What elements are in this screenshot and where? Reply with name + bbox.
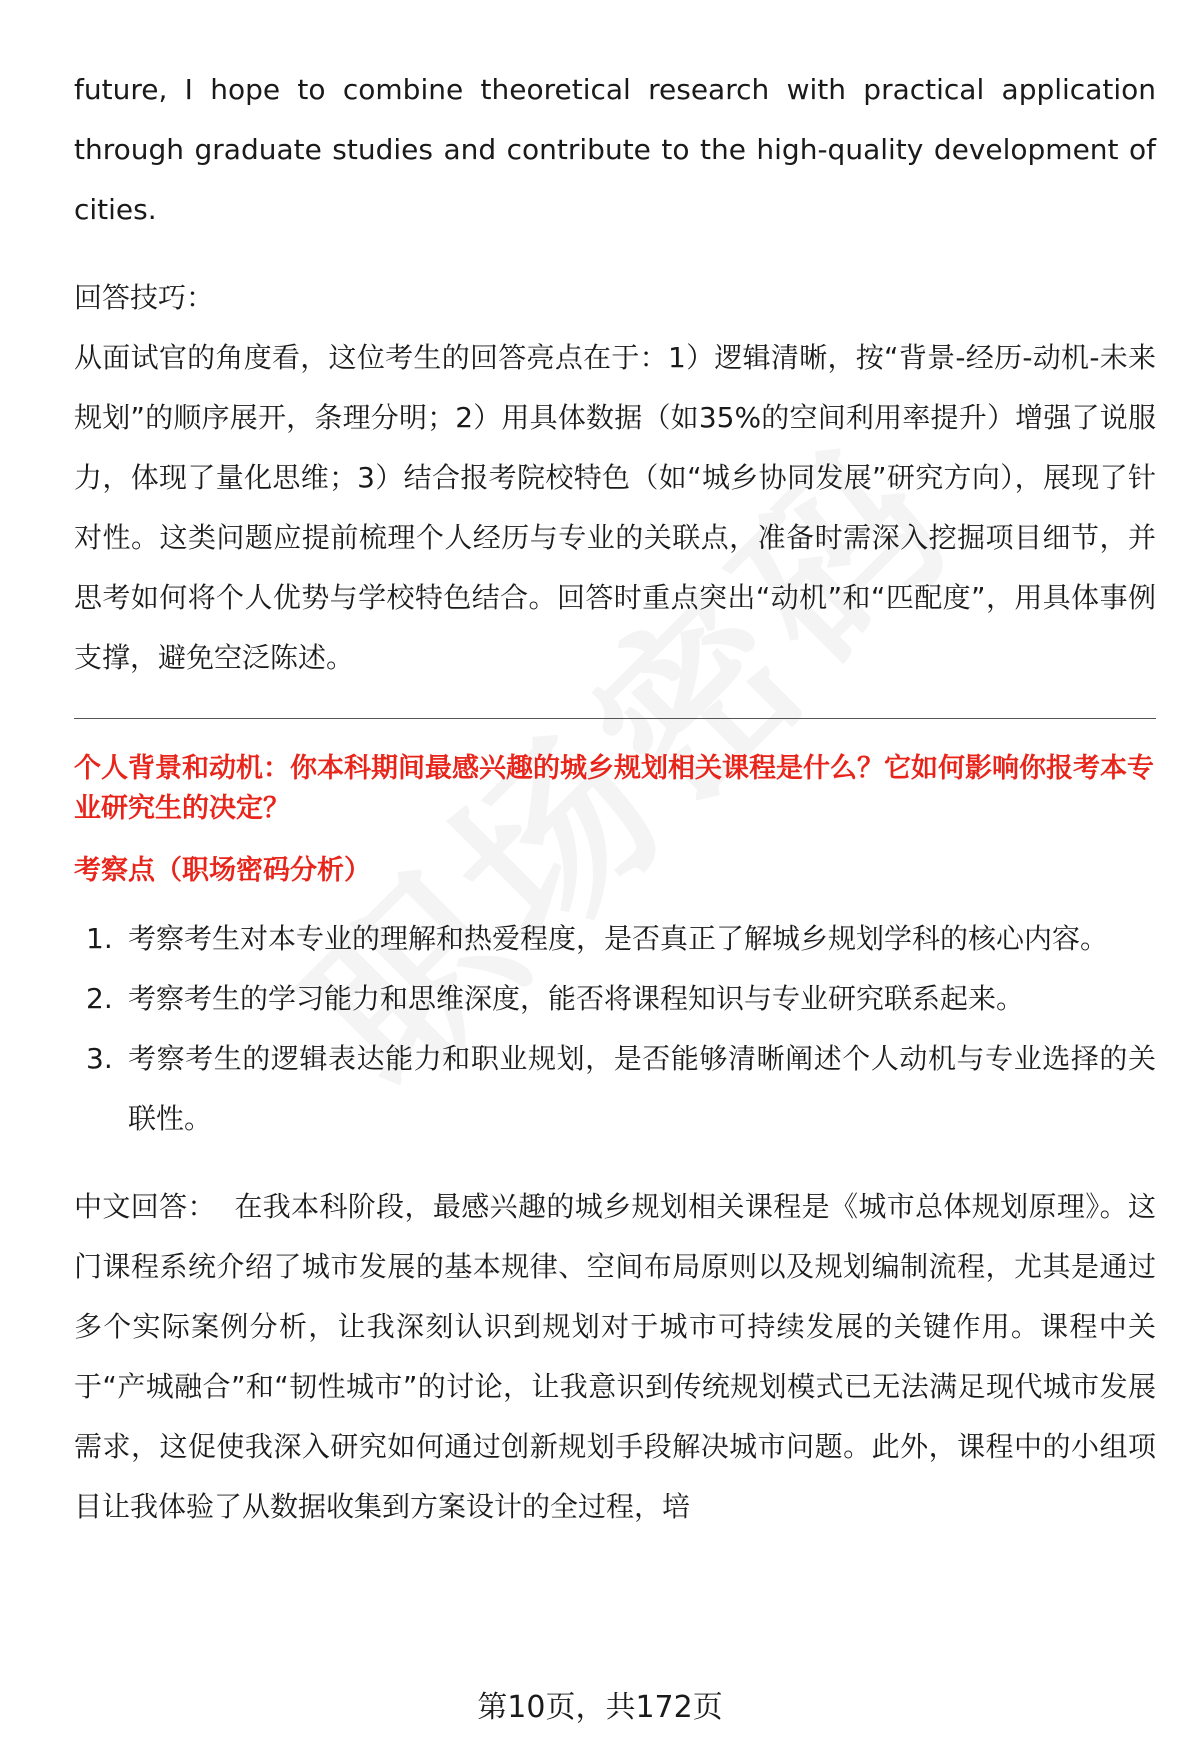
list-item-text: 考察考生的学习能力和思维深度，能否将课程知识与专业研究联系起来。 <box>128 982 1025 1015</box>
question-title: 个人背景和动机：你本科期间最感兴趣的城乡规划相关课程是什么？它如何影响你报考本专业研究生的决定？ <box>74 753 1154 824</box>
page-footer: 第10页，共172页 <box>477 1690 723 1725</box>
list-item-number: 2. <box>86 982 113 1015</box>
answer-paragraph <box>74 1177 1156 1537</box>
list-item-number: 1. <box>86 922 113 955</box>
list-item <box>74 1029 1156 1149</box>
tips-body: 从面试官的角度看，这位考生的回答亮点在于：1）逻辑清晰，按“背景-经历-动机-未来规划”的顺序展开，条理分明；2）用具体数据（如35%的空间利用率提升）增强了说服力，体现了量化思维；3）结合报考院校特色（如“城乡协同发展”研究方向），展现了针对性。这类问题应提前梳理个人经历与专业的关联点，准备时需深入挖掘项目细节，并思考如何将个人优势与学校特色结合。回答时重点突出“动机”和“匹配度”，用具体事例支撑，避免空泛陈述。 <box>74 341 1156 674</box>
tips-label: 回答技巧： <box>74 281 215 314</box>
intro-paragraph: future, I hope to combine theoretical research with practical application through graduate studies and contribute to the high-quality development of cities. <box>74 73 1156 226</box>
tips-section <box>74 268 1156 688</box>
analysis-subhead: 考察点（职场密码分析） <box>74 855 371 886</box>
answer-body: 在我本科阶段，最感兴趣的城乡规划相关课程是《城市总体规划原理》。这门课程系统介绍了城市发展的基本规律、空间布局原则以及规划编制流程，尤其是通过多个实际案例分析，让我深刻认识到规划对于城市可持续发展的关键作用。课程中关于“产城融合”和“韧性城市”的讨论，让我意识到传统规划模式已无法满足现代城市发展需求，这促使我深入研究如何通过创新规划手段解决城市问题。此外，课程中的小组项目让我体验了从数据收集到方案设计的全过程，培 <box>74 1190 1156 1523</box>
list-item-number: 3. <box>86 1042 113 1075</box>
document-page <box>74 60 1156 1537</box>
list-item <box>74 909 1156 969</box>
list-item-text: 考察考生的逻辑表达能力和职业规划，是否能够清晰阐述个人动机与专业选择的关联性。 <box>128 1042 1156 1135</box>
analysis-points <box>74 909 1156 1149</box>
list-item <box>74 969 1156 1029</box>
question-section <box>74 749 1156 1149</box>
answer-label: 中文回答： <box>74 1190 216 1223</box>
list-item-text: 考察考生对本专业的理解和热爱程度，是否真正了解城乡规划学科的核心内容。 <box>128 922 1109 955</box>
